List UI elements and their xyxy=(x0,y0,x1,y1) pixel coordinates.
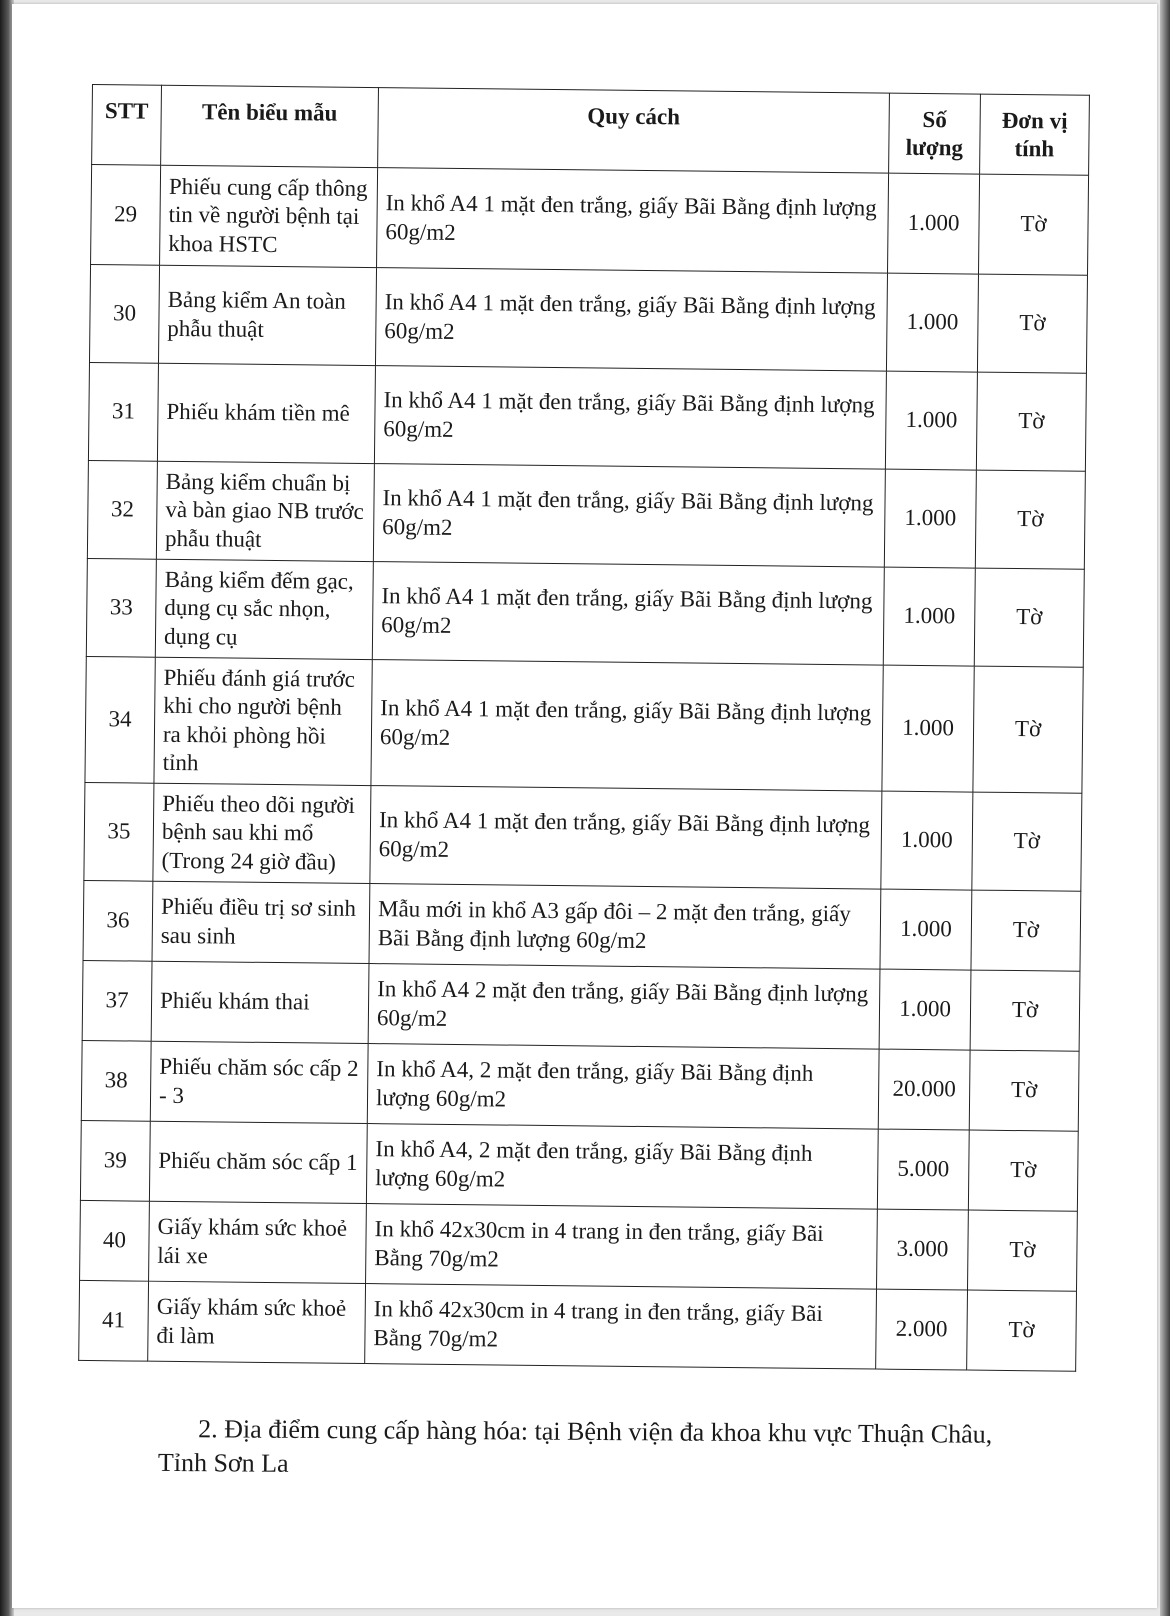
cell-unit: Tờ xyxy=(972,792,1082,891)
footer-line-1: 2. Địa điểm cung cấp hàng hóa: tại Bệnh viện đa khoa khu vực Thuận Châu, xyxy=(198,1414,993,1449)
table-row xyxy=(82,960,1080,1051)
cell-form-name: Phiếu khám thai xyxy=(151,961,369,1043)
cell-quantity: 5.000 xyxy=(877,1129,969,1210)
cell-form-name: Phiếu cung cấp thông tin về người bệnh tại khoa HSTC xyxy=(160,165,378,267)
table-row xyxy=(89,264,1087,373)
cell-stt: 29 xyxy=(91,165,161,266)
header-quantity: Số lượng xyxy=(889,93,981,174)
cell-specification: In khổ A4 1 mặt đen trắng, giấy Bãi Bằng định lượng 60g/m2 xyxy=(372,562,884,666)
cell-specification: Mẫu mới in khổ A3 gấp đôi – 2 mặt đen trắng, giấy Bãi Bằng định lượng 60g/m2 xyxy=(369,884,881,970)
table-row xyxy=(87,460,1085,569)
cell-form-name: Bảng kiểm An toàn phẫu thuật xyxy=(158,265,376,365)
cell-stt: 37 xyxy=(82,960,152,1041)
cell-stt: 36 xyxy=(83,880,153,961)
cell-quantity: 2.000 xyxy=(876,1289,968,1370)
cell-form-name: Phiếu điều trị sơ sinh sau sinh xyxy=(152,881,370,963)
table-row xyxy=(80,1200,1078,1291)
cell-unit: Tờ xyxy=(969,1050,1079,1131)
cell-stt: 40 xyxy=(80,1200,150,1281)
cell-unit: Tờ xyxy=(973,666,1083,793)
cell-unit: Tờ xyxy=(968,1210,1078,1291)
cell-stt: 39 xyxy=(80,1120,150,1201)
cell-specification: In khổ A4 1 mặt đen trắng, giấy Bãi Bằng định lượng 60g/m2 xyxy=(373,464,885,568)
table-header-row xyxy=(92,85,1090,176)
cell-stt: 31 xyxy=(88,362,158,461)
cell-quantity: 1.000 xyxy=(882,665,974,792)
table-row xyxy=(86,558,1084,667)
cell-unit: Tờ xyxy=(975,470,1085,569)
delivery-location-paragraph xyxy=(158,1412,1038,1486)
cell-specification: In khổ A4 1 mặt đen trắng, giấy Bãi Bằng định lượng 60g/m2 xyxy=(370,786,882,890)
table-row xyxy=(88,362,1086,471)
cell-unit: Tờ xyxy=(968,1130,1078,1211)
cell-specification: In khổ 42x30cm in 4 trang in đen trắng, giấy Bãi Bằng 70g/m2 xyxy=(366,1204,878,1290)
cell-quantity: 1.000 xyxy=(884,469,976,568)
cell-quantity: 3.000 xyxy=(877,1209,969,1290)
cell-specification: In khổ A4 2 mặt đen trắng, giấy Bãi Bằng định lượng 60g/m2 xyxy=(368,964,880,1050)
cell-form-name: Giấy khám sức khoẻ đi làm xyxy=(148,1281,366,1363)
cell-specification: In khổ A4 1 mặt đen trắng, giấy Bãi Bằng định lượng 60g/m2 xyxy=(377,168,889,274)
cell-specification: In khổ A4, 2 mặt đen trắng, giấy Bãi Bằng định lượng 60g/m2 xyxy=(367,1044,879,1130)
header-form-name: Tên biểu mẫu xyxy=(161,85,379,167)
page-edge-shadow-right xyxy=(1160,0,1170,1616)
cell-quantity: 1.000 xyxy=(881,791,973,890)
header-unit: Đơn vị tính xyxy=(980,94,1090,175)
cell-unit: Tờ xyxy=(978,174,1088,275)
cell-unit: Tờ xyxy=(977,274,1087,373)
cell-quantity: 1.000 xyxy=(886,273,978,372)
table-row xyxy=(85,656,1083,793)
cell-quantity: 1.000 xyxy=(879,969,971,1050)
footer-line-2: Tỉnh Sơn La xyxy=(157,1447,289,1478)
cell-quantity: 20.000 xyxy=(878,1049,970,1130)
cell-stt: 33 xyxy=(86,558,156,657)
cell-unit: Tờ xyxy=(974,568,1084,667)
cell-form-name: Giấy khám sức khoẻ lái xe xyxy=(149,1201,367,1283)
cell-specification: In khổ A4 1 mặt đen trắng, giấy Bãi Bằng định lượng 60g/m2 xyxy=(374,366,886,470)
cell-form-name: Phiếu khám tiền mê xyxy=(157,363,375,463)
cell-stt: 30 xyxy=(89,264,159,363)
cell-specification: In khổ 42x30cm in 4 trang in đen trắng, giấy Bãi Bằng 70g/m2 xyxy=(365,1284,877,1370)
cell-form-name: Bảng kiểm chuẩn bị và bàn giao NB trước phẫu thuật xyxy=(156,461,374,561)
cell-stt: 41 xyxy=(79,1280,149,1361)
cell-stt: 34 xyxy=(85,656,155,783)
cell-form-name: Phiếu chăm sóc cấp 1 xyxy=(149,1121,367,1203)
cell-unit: Tờ xyxy=(971,890,1081,971)
cell-specification: In khổ A4, 2 mặt đen trắng, giấy Bãi Bằng định lượng 60g/m2 xyxy=(366,1124,878,1210)
cell-stt: 35 xyxy=(84,782,154,881)
cell-form-name: Phiếu theo dõi người bệnh sau khi mổ (Trong 24 giờ đầu) xyxy=(153,783,371,883)
table-row xyxy=(81,1040,1079,1131)
cell-quantity: 1.000 xyxy=(883,567,975,666)
cell-form-name: Bảng kiểm đếm gạc, dụng cụ sắc nhọn, dụng cụ xyxy=(155,559,373,659)
header-stt: STT xyxy=(92,85,162,166)
cell-specification: In khổ A4 1 mặt đen trắng, giấy Bãi Bằng định lượng 60g/m2 xyxy=(375,268,887,372)
cell-unit: Tờ xyxy=(967,1290,1077,1371)
cell-stt: 32 xyxy=(87,460,157,559)
cell-quantity: 1.000 xyxy=(885,371,977,470)
table-row xyxy=(91,165,1089,276)
table-row xyxy=(84,782,1082,891)
cell-quantity: 1.000 xyxy=(880,889,972,970)
table-row xyxy=(83,880,1081,971)
table-row xyxy=(79,1280,1077,1371)
table-row xyxy=(80,1120,1078,1211)
header-specification: Quy cách xyxy=(378,88,890,174)
cell-specification: In khổ A4 1 mặt đen trắng, giấy Bãi Bằng định lượng 60g/m2 xyxy=(371,660,883,792)
cell-unit: Tờ xyxy=(976,372,1086,471)
cell-form-name: Phiếu đánh giá trước khi cho người bệnh ra khỏi phòng hồi tỉnh xyxy=(154,657,372,785)
forms-table xyxy=(78,84,1090,1372)
cell-form-name: Phiếu chăm sóc cấp 2 - 3 xyxy=(150,1041,368,1123)
cell-unit: Tờ xyxy=(970,970,1080,1051)
cell-stt: 38 xyxy=(81,1040,151,1121)
cell-quantity: 1.000 xyxy=(888,173,980,274)
